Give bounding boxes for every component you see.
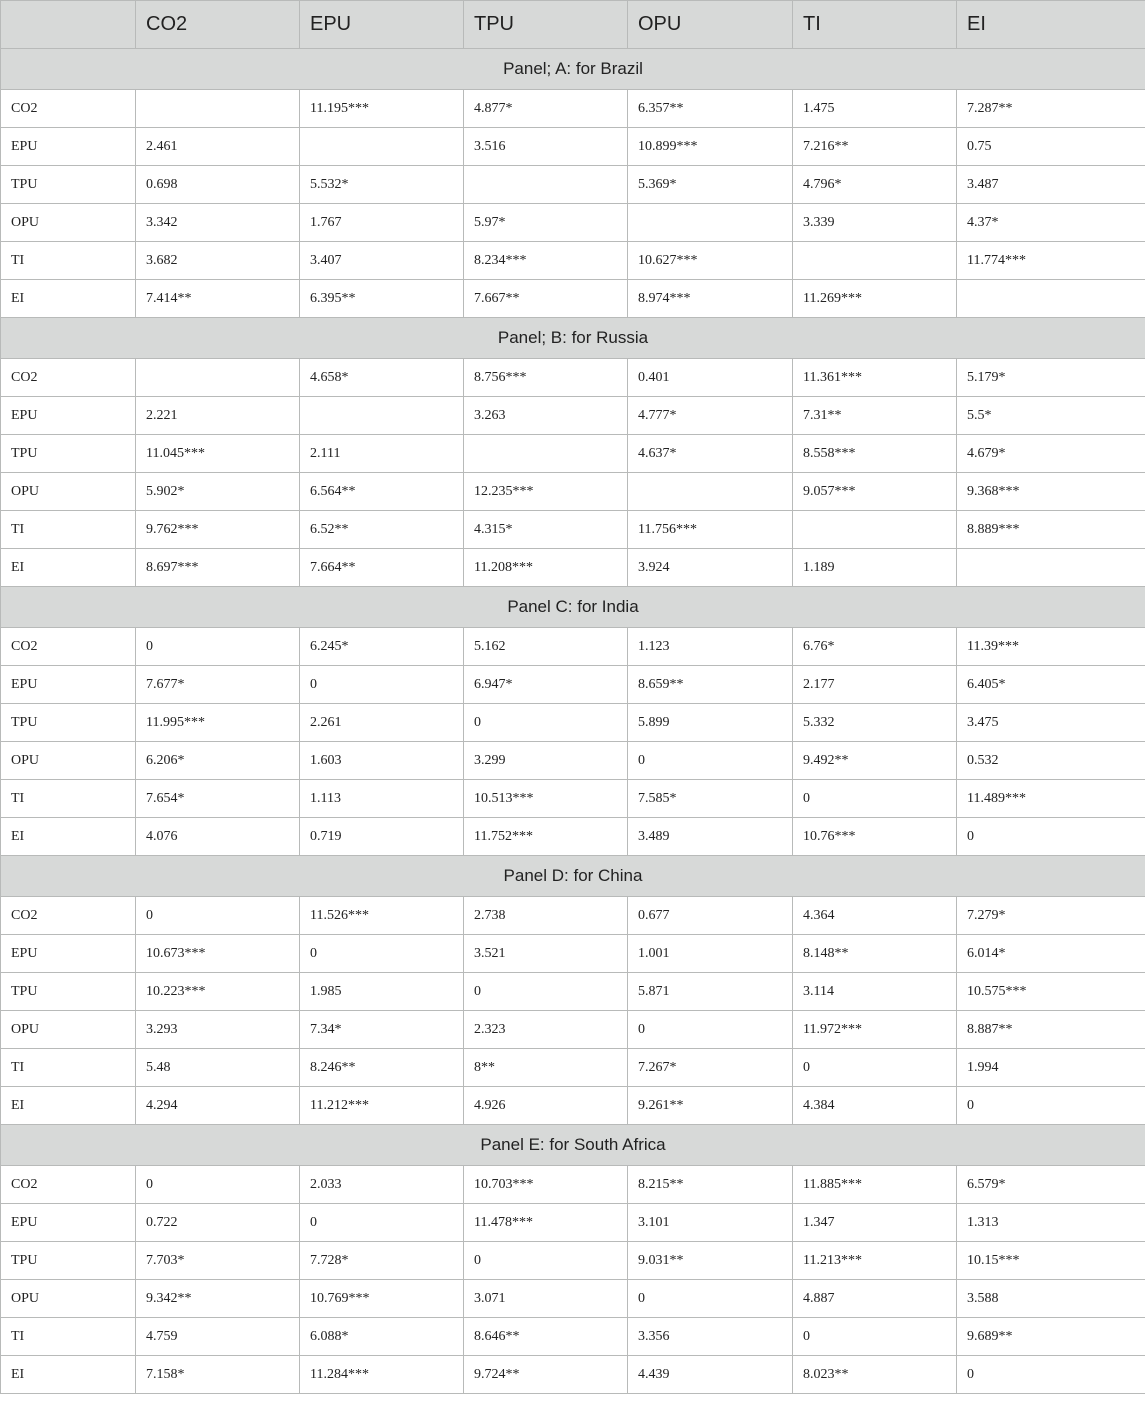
table-cell: 1.123 xyxy=(628,628,793,666)
table-cell: 9.031** xyxy=(628,1242,793,1280)
table-cell: 4.887 xyxy=(793,1280,957,1318)
table-cell: 8.697*** xyxy=(136,549,300,587)
table-row xyxy=(1,359,1145,397)
table-cell: 5.48 xyxy=(136,1049,300,1087)
row-label: EI xyxy=(1,280,136,318)
header-cell-corner xyxy=(1,1,136,49)
table-cell: 7.728* xyxy=(300,1242,464,1280)
table-cell xyxy=(793,511,957,549)
table-cell: 6.52** xyxy=(300,511,464,549)
table-cell: 7.31** xyxy=(793,397,957,435)
table-cell: 8.215** xyxy=(628,1166,793,1204)
row-label: OPU xyxy=(1,1280,136,1318)
table-cell: 2.221 xyxy=(136,397,300,435)
table-cell: 4.926 xyxy=(464,1087,628,1125)
table-cell: 7.585* xyxy=(628,780,793,818)
table-cell: 0.719 xyxy=(300,818,464,856)
table-cell: 3.475 xyxy=(957,704,1145,742)
header-cell-epu: EPU xyxy=(300,1,464,49)
table-cell: 12.235*** xyxy=(464,473,628,511)
table-cell xyxy=(628,204,793,242)
table-cell: 4.364 xyxy=(793,897,957,935)
table-cell: 5.162 xyxy=(464,628,628,666)
table-cell: 7.703* xyxy=(136,1242,300,1280)
table-cell: 3.356 xyxy=(628,1318,793,1356)
panel-header-row xyxy=(1,587,1145,628)
table-cell: 8.889*** xyxy=(957,511,1145,549)
table-cell: 3.101 xyxy=(628,1204,793,1242)
table-row xyxy=(1,128,1145,166)
table-cell: 4.384 xyxy=(793,1087,957,1125)
table-cell: 1.001 xyxy=(628,935,793,973)
table-cell: 4.796* xyxy=(793,166,957,204)
table-cell: 0 xyxy=(793,1318,957,1356)
table-cell: 4.076 xyxy=(136,818,300,856)
table-cell: 3.682 xyxy=(136,242,300,280)
table-row xyxy=(1,1049,1145,1087)
table-cell: 8.974*** xyxy=(628,280,793,318)
table-cell: 7.216** xyxy=(793,128,957,166)
table-cell: 0 xyxy=(136,897,300,935)
table-cell: 5.179* xyxy=(957,359,1145,397)
table-cell: 4.37* xyxy=(957,204,1145,242)
table-cell xyxy=(464,435,628,473)
table-row xyxy=(1,242,1145,280)
row-label: TPU xyxy=(1,704,136,742)
table-cell: 11.885*** xyxy=(793,1166,957,1204)
table-cell: 11.39*** xyxy=(957,628,1145,666)
table-cell xyxy=(957,280,1145,318)
table-cell: 0 xyxy=(300,666,464,704)
table-cell: 3.516 xyxy=(464,128,628,166)
table-cell: 8.023** xyxy=(793,1356,957,1394)
table-cell: 2.323 xyxy=(464,1011,628,1049)
table-cell xyxy=(300,128,464,166)
row-label: TI xyxy=(1,780,136,818)
table-cell: 4.777* xyxy=(628,397,793,435)
table-row xyxy=(1,1356,1145,1394)
table-cell: 10.673*** xyxy=(136,935,300,973)
table-cell: 1.985 xyxy=(300,973,464,1011)
table-cell: 11.284*** xyxy=(300,1356,464,1394)
row-label: EI xyxy=(1,1087,136,1125)
table-cell: 7.34* xyxy=(300,1011,464,1049)
table-cell: 10.627*** xyxy=(628,242,793,280)
table-cell: 9.762*** xyxy=(136,511,300,549)
row-label: TI xyxy=(1,242,136,280)
panel-title: Panel; B: for Russia xyxy=(1,318,1145,359)
row-label: CO2 xyxy=(1,897,136,935)
table-cell: 10.223*** xyxy=(136,973,300,1011)
table-cell: 4.679* xyxy=(957,435,1145,473)
row-label: EPU xyxy=(1,1204,136,1242)
table-row xyxy=(1,897,1145,935)
table-cell: 0 xyxy=(300,935,464,973)
table-cell: 9.492** xyxy=(793,742,957,780)
table-cell: 8.558*** xyxy=(793,435,957,473)
table-cell: 0 xyxy=(793,1049,957,1087)
table-cell: 5.532* xyxy=(300,166,464,204)
table-cell: 6.245* xyxy=(300,628,464,666)
table-row xyxy=(1,1204,1145,1242)
table-cell: 0.722 xyxy=(136,1204,300,1242)
row-label: OPU xyxy=(1,204,136,242)
table-cell: 11.995*** xyxy=(136,704,300,742)
table-cell: 11.212*** xyxy=(300,1087,464,1125)
row-label: EI xyxy=(1,1356,136,1394)
table-cell: 11.269*** xyxy=(793,280,957,318)
table-cell: 0 xyxy=(464,973,628,1011)
table-row xyxy=(1,1087,1145,1125)
table-cell: 3.489 xyxy=(628,818,793,856)
table-row xyxy=(1,435,1145,473)
table-cell xyxy=(300,397,464,435)
table-cell: 9.724** xyxy=(464,1356,628,1394)
table-row xyxy=(1,397,1145,435)
table-cell: 4.439 xyxy=(628,1356,793,1394)
table-row xyxy=(1,780,1145,818)
table-cell: 7.654* xyxy=(136,780,300,818)
table-cell: 1.113 xyxy=(300,780,464,818)
table-cell: 4.759 xyxy=(136,1318,300,1356)
table-cell: 0 xyxy=(793,780,957,818)
table-cell: 8.646** xyxy=(464,1318,628,1356)
table-row xyxy=(1,666,1145,704)
table-cell: 11.213*** xyxy=(793,1242,957,1280)
table-cell xyxy=(793,242,957,280)
table-cell: 11.756*** xyxy=(628,511,793,549)
header-row xyxy=(1,1,1145,49)
table-body xyxy=(1,49,1145,1394)
table-cell: 11.045*** xyxy=(136,435,300,473)
table-row xyxy=(1,511,1145,549)
table-cell: 9.689** xyxy=(957,1318,1145,1356)
table-cell xyxy=(957,549,1145,587)
table-row xyxy=(1,935,1145,973)
table-row xyxy=(1,90,1145,128)
row-label: CO2 xyxy=(1,359,136,397)
table-cell: 11.195*** xyxy=(300,90,464,128)
table-cell: 3.342 xyxy=(136,204,300,242)
table-cell: 4.315* xyxy=(464,511,628,549)
row-label: EI xyxy=(1,549,136,587)
table-row xyxy=(1,973,1145,1011)
table-cell: 10.575*** xyxy=(957,973,1145,1011)
panel-title: Panel E: for South Africa xyxy=(1,1125,1145,1166)
table-cell: 3.339 xyxy=(793,204,957,242)
table-cell: 7.267* xyxy=(628,1049,793,1087)
table-cell: 0 xyxy=(136,628,300,666)
row-label: TI xyxy=(1,511,136,549)
table-row xyxy=(1,204,1145,242)
table-cell: 1.994 xyxy=(957,1049,1145,1087)
row-label: OPU xyxy=(1,742,136,780)
table-cell: 8.234*** xyxy=(464,242,628,280)
table-cell: 8.756*** xyxy=(464,359,628,397)
table-cell: 6.405* xyxy=(957,666,1145,704)
table-cell xyxy=(136,90,300,128)
table-cell: 2.033 xyxy=(300,1166,464,1204)
table-cell: 7.279* xyxy=(957,897,1145,935)
table-cell: 0 xyxy=(628,742,793,780)
table-cell: 0 xyxy=(628,1280,793,1318)
table-cell: 9.261** xyxy=(628,1087,793,1125)
table-cell: 2.261 xyxy=(300,704,464,742)
table-cell: 8.148** xyxy=(793,935,957,973)
table-cell: 5.97* xyxy=(464,204,628,242)
table-cell: 5.332 xyxy=(793,704,957,742)
row-label: CO2 xyxy=(1,90,136,128)
table-cell: 5.902* xyxy=(136,473,300,511)
table-row xyxy=(1,1280,1145,1318)
table-cell: 1.475 xyxy=(793,90,957,128)
table-cell: 6.76* xyxy=(793,628,957,666)
header-cell-ei: EI xyxy=(957,1,1145,49)
table-cell: 0.401 xyxy=(628,359,793,397)
table-cell xyxy=(136,359,300,397)
row-label: CO2 xyxy=(1,628,136,666)
table-cell: 5.871 xyxy=(628,973,793,1011)
table-row xyxy=(1,166,1145,204)
panel-header-row xyxy=(1,1125,1145,1166)
table-cell: 3.407 xyxy=(300,242,464,280)
table-cell: 3.924 xyxy=(628,549,793,587)
table-cell: 6.564** xyxy=(300,473,464,511)
table-cell: 8.887** xyxy=(957,1011,1145,1049)
table-cell: 7.414** xyxy=(136,280,300,318)
row-label: EI xyxy=(1,818,136,856)
table-cell: 2.111 xyxy=(300,435,464,473)
table-cell: 6.579* xyxy=(957,1166,1145,1204)
row-label: OPU xyxy=(1,473,136,511)
table-cell: 11.752*** xyxy=(464,818,628,856)
table-cell: 0 xyxy=(957,1356,1145,1394)
table-cell: 7.158* xyxy=(136,1356,300,1394)
table-cell: 5.5* xyxy=(957,397,1145,435)
panel-title: Panel; A: for Brazil xyxy=(1,49,1145,90)
table-row xyxy=(1,1318,1145,1356)
table-cell: 8.659** xyxy=(628,666,793,704)
table-row xyxy=(1,1166,1145,1204)
table-cell: 5.369* xyxy=(628,166,793,204)
row-label: EPU xyxy=(1,666,136,704)
table-cell: 11.774*** xyxy=(957,242,1145,280)
row-label: TPU xyxy=(1,973,136,1011)
table-cell: 9.057*** xyxy=(793,473,957,511)
table-cell: 10.703*** xyxy=(464,1166,628,1204)
row-label: CO2 xyxy=(1,1166,136,1204)
table-cell: 3.487 xyxy=(957,166,1145,204)
table-row xyxy=(1,280,1145,318)
row-label: TPU xyxy=(1,166,136,204)
row-label: TPU xyxy=(1,1242,136,1280)
table-cell: 0.677 xyxy=(628,897,793,935)
table-cell: 0.698 xyxy=(136,166,300,204)
table-row xyxy=(1,704,1145,742)
table-cell: 8.246** xyxy=(300,1049,464,1087)
table-cell: 7.287** xyxy=(957,90,1145,128)
table-cell: 3.521 xyxy=(464,935,628,973)
row-label: EPU xyxy=(1,935,136,973)
table-cell: 10.769*** xyxy=(300,1280,464,1318)
table-row xyxy=(1,549,1145,587)
table-cell: 6.088* xyxy=(300,1318,464,1356)
row-label: OPU xyxy=(1,1011,136,1049)
table-cell: 1.767 xyxy=(300,204,464,242)
table-header xyxy=(1,1,1145,49)
table-cell: 10.899*** xyxy=(628,128,793,166)
table-cell: 3.071 xyxy=(464,1280,628,1318)
table-cell: 2.461 xyxy=(136,128,300,166)
table-cell: 0 xyxy=(300,1204,464,1242)
table-row xyxy=(1,1242,1145,1280)
table-cell: 3.114 xyxy=(793,973,957,1011)
row-label: TI xyxy=(1,1049,136,1087)
table-row xyxy=(1,742,1145,780)
table-cell: 11.208*** xyxy=(464,549,628,587)
table-cell: 3.263 xyxy=(464,397,628,435)
table-row xyxy=(1,1011,1145,1049)
table-cell: 7.664** xyxy=(300,549,464,587)
table-cell: 1.313 xyxy=(957,1204,1145,1242)
table-cell: 7.667** xyxy=(464,280,628,318)
table-cell: 0 xyxy=(136,1166,300,1204)
row-label: TI xyxy=(1,1318,136,1356)
table-cell: 10.76*** xyxy=(793,818,957,856)
table-cell: 2.738 xyxy=(464,897,628,935)
table-cell: 11.972*** xyxy=(793,1011,957,1049)
table-cell: 11.361*** xyxy=(793,359,957,397)
table-cell xyxy=(464,166,628,204)
table-row xyxy=(1,473,1145,511)
table-cell: 10.15*** xyxy=(957,1242,1145,1280)
table-cell: 1.189 xyxy=(793,549,957,587)
table-row xyxy=(1,818,1145,856)
header-cell-tpu: TPU xyxy=(464,1,628,49)
panel-title: Panel C: for India xyxy=(1,587,1145,628)
table-cell: 0.75 xyxy=(957,128,1145,166)
table-cell: 6.947* xyxy=(464,666,628,704)
panel-header-row xyxy=(1,856,1145,897)
table-cell: 4.877* xyxy=(464,90,628,128)
table-cell: 8** xyxy=(464,1049,628,1087)
table-cell: 6.395** xyxy=(300,280,464,318)
table-cell: 4.637* xyxy=(628,435,793,473)
table-cell: 3.293 xyxy=(136,1011,300,1049)
row-label: EPU xyxy=(1,397,136,435)
table-cell: 6.357** xyxy=(628,90,793,128)
table-cell: 4.294 xyxy=(136,1087,300,1125)
table-cell: 11.478*** xyxy=(464,1204,628,1242)
table-cell: 7.677* xyxy=(136,666,300,704)
table-cell: 1.347 xyxy=(793,1204,957,1242)
table-cell: 0 xyxy=(464,704,628,742)
table-cell: 0 xyxy=(628,1011,793,1049)
table-cell: 6.206* xyxy=(136,742,300,780)
row-label: EPU xyxy=(1,128,136,166)
table-cell: 9.368*** xyxy=(957,473,1145,511)
table-cell: 5.899 xyxy=(628,704,793,742)
table-cell: 0 xyxy=(957,818,1145,856)
table-cell xyxy=(628,473,793,511)
table-cell: 3.588 xyxy=(957,1280,1145,1318)
table-cell: 11.489*** xyxy=(957,780,1145,818)
header-cell-opu: OPU xyxy=(628,1,793,49)
table-cell: 9.342** xyxy=(136,1280,300,1318)
table-cell: 3.299 xyxy=(464,742,628,780)
table-cell: 10.513*** xyxy=(464,780,628,818)
table-cell: 0 xyxy=(464,1242,628,1280)
table-cell: 6.014* xyxy=(957,935,1145,973)
table-row xyxy=(1,628,1145,666)
header-cell-ti: TI xyxy=(793,1,957,49)
table-cell: 0 xyxy=(957,1087,1145,1125)
panel-header-row xyxy=(1,49,1145,90)
header-cell-co2: CO2 xyxy=(136,1,300,49)
table-cell: 0.532 xyxy=(957,742,1145,780)
row-label: TPU xyxy=(1,435,136,473)
panel-header-row xyxy=(1,318,1145,359)
table-cell: 2.177 xyxy=(793,666,957,704)
table-cell: 4.658* xyxy=(300,359,464,397)
table-cell: 1.603 xyxy=(300,742,464,780)
panel-title: Panel D: for China xyxy=(1,856,1145,897)
table-cell: 11.526*** xyxy=(300,897,464,935)
